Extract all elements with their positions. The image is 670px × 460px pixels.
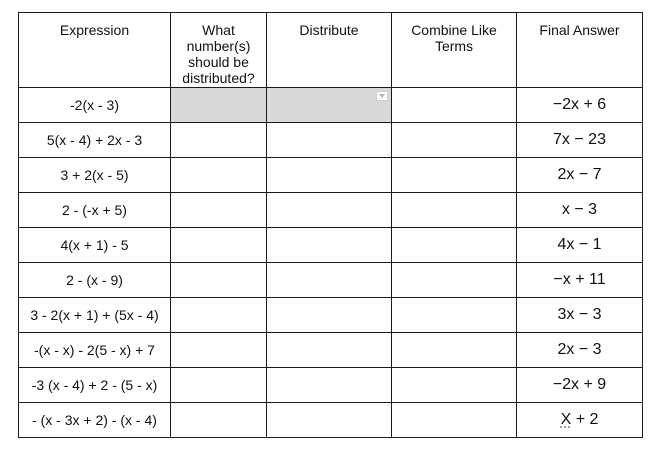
cell-what-number[interactable] — [171, 298, 267, 333]
cell-combine-like-terms[interactable] — [392, 368, 517, 403]
table-row — [19, 123, 643, 158]
cell-distribute[interactable] — [267, 298, 392, 333]
table-row — [19, 333, 643, 368]
chevron-down-icon[interactable] — [376, 91, 388, 101]
header-row — [19, 13, 643, 88]
answer-variable: X — [560, 411, 572, 428]
cell-final-answer[interactable] — [517, 263, 643, 298]
cell-distribute[interactable] — [267, 193, 392, 228]
cell-combine-like-terms[interactable] — [392, 158, 517, 193]
cell-final-answer[interactable] — [517, 123, 643, 158]
cell-combine-like-terms[interactable] — [392, 333, 517, 368]
cell-distribute[interactable] — [267, 88, 392, 123]
answer-text: −2x + 9 — [552, 376, 607, 393]
table-row — [19, 88, 643, 123]
answer-text: −2x + 6 — [552, 96, 607, 113]
answer-text: 7x − 23 — [553, 131, 606, 148]
cell-expression[interactable]: 5(x - 4) + 2x - 3 — [19, 123, 171, 158]
answer-text: −x + 11 — [553, 271, 606, 288]
cell-what-number[interactable] — [171, 368, 267, 403]
cell-combine-like-terms[interactable] — [392, 228, 517, 263]
cell-combine-like-terms[interactable] — [392, 263, 517, 298]
answer-text: 4x − 1 — [557, 236, 602, 253]
cell-what-number[interactable] — [171, 158, 267, 193]
cell-final-answer[interactable] — [517, 333, 643, 368]
header-final-answer: Final Answer — [517, 13, 643, 88]
table-row — [19, 228, 643, 263]
cell-expression[interactable]: - (x - 3x + 2) - (x - 4) — [19, 403, 171, 438]
header-expression: Expression — [19, 13, 171, 88]
cell-final-answer[interactable] — [517, 193, 643, 228]
answer-text: x − 3 — [561, 201, 598, 218]
cell-expression[interactable]: -(x - x) - 2(5 - x) + 7 — [19, 333, 171, 368]
expressions-table — [18, 12, 643, 438]
cell-what-number[interactable] — [171, 228, 267, 263]
cell-combine-like-terms[interactable] — [392, 193, 517, 228]
cell-expression[interactable]: 3 - 2(x + 1) + (5x - 4) — [19, 298, 171, 333]
answer-text: + 2 — [571, 411, 599, 428]
cell-expression[interactable]: 3 + 2(x - 5) — [19, 158, 171, 193]
cell-expression[interactable]: 4(x + 1) - 5 — [19, 228, 171, 263]
header-distribute: Distribute — [267, 13, 392, 88]
cell-what-number[interactable] — [171, 263, 267, 298]
cell-final-answer[interactable] — [517, 88, 643, 123]
answer-text: 2x − 3 — [557, 341, 602, 358]
answer-text: 3x − 3 — [557, 306, 602, 323]
table-row — [19, 298, 643, 333]
cell-distribute[interactable] — [267, 333, 392, 368]
cell-final-answer[interactable] — [517, 228, 643, 263]
cell-combine-like-terms[interactable] — [392, 298, 517, 333]
cell-distribute[interactable] — [267, 158, 392, 193]
cell-distribute[interactable] — [267, 368, 392, 403]
cell-expression[interactable]: 2 - (-x + 5) — [19, 193, 171, 228]
table-row — [19, 158, 643, 193]
table-row — [19, 403, 643, 438]
cell-distribute[interactable] — [267, 228, 392, 263]
cell-distribute[interactable] — [267, 403, 392, 438]
cell-what-number[interactable] — [171, 88, 267, 123]
table-row — [19, 368, 643, 403]
cell-combine-like-terms[interactable] — [392, 123, 517, 158]
cell-what-number[interactable] — [171, 193, 267, 228]
table-row — [19, 193, 643, 228]
cell-combine-like-terms[interactable] — [392, 88, 517, 123]
table-row — [19, 263, 643, 298]
cell-final-answer[interactable] — [517, 158, 643, 193]
cell-distribute[interactable] — [267, 263, 392, 298]
cell-what-number[interactable] — [171, 123, 267, 158]
cell-final-answer[interactable] — [517, 298, 643, 333]
cell-expression[interactable]: -3 (x - 4) + 2 - (5 - x) — [19, 368, 171, 403]
cell-expression[interactable]: 2 - (x - 9) — [19, 263, 171, 298]
answer-text: 2x − 7 — [557, 166, 602, 183]
cell-final-answer[interactable] — [517, 368, 643, 403]
cell-distribute[interactable] — [267, 123, 392, 158]
header-combine-like-terms: Combine Like Terms — [392, 13, 517, 88]
cell-final-answer[interactable] — [517, 403, 643, 438]
cell-expression[interactable]: -2(x - 3) — [19, 88, 171, 123]
cell-what-number[interactable] — [171, 333, 267, 368]
cell-what-number[interactable] — [171, 403, 267, 438]
cell-combine-like-terms[interactable] — [392, 403, 517, 438]
header-what-number: What number(s) should be distributed? — [171, 13, 267, 88]
